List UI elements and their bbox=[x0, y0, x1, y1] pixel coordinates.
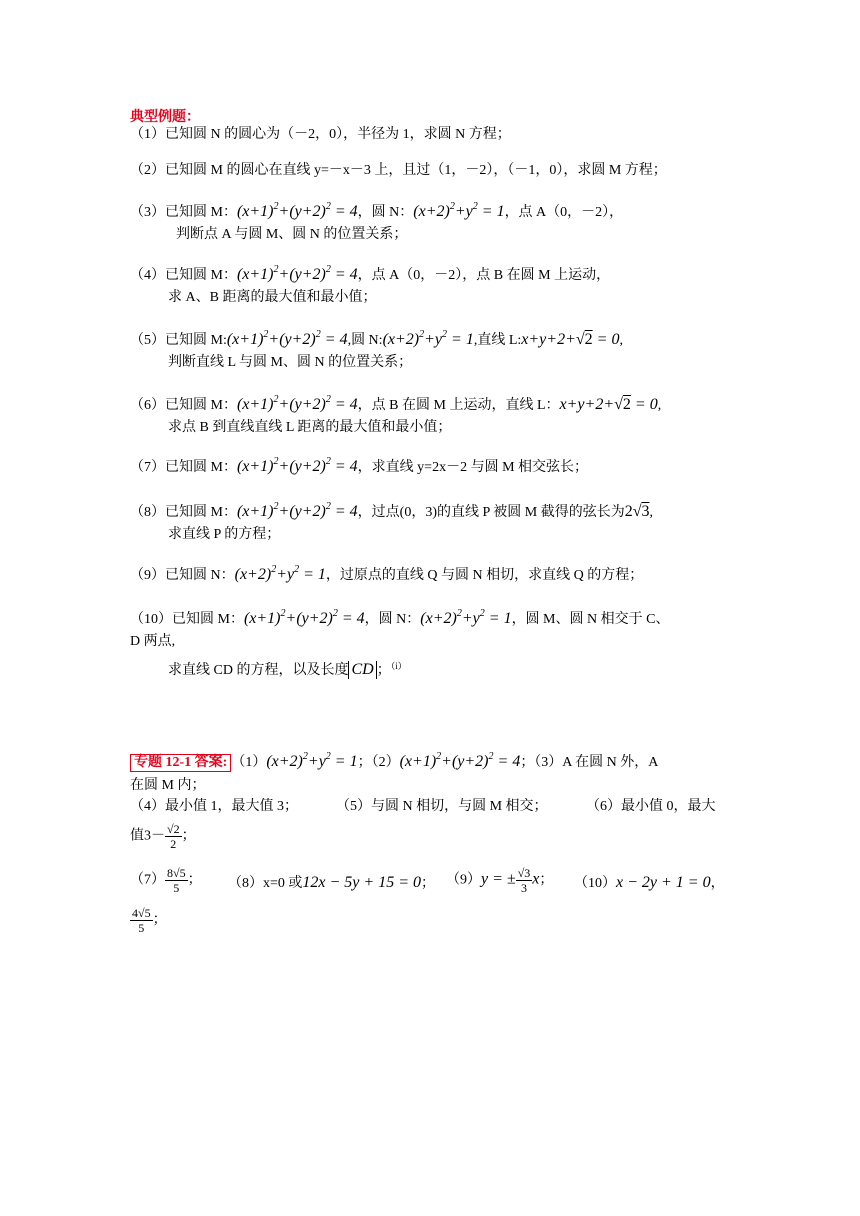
circle-m-equation: $(x+1)^2+(y+2)^2 = 4$ bbox=[236, 456, 358, 475]
answer-9-label: （9） bbox=[446, 872, 481, 888]
problem-5-lead: （5）已知圆 M: bbox=[130, 333, 227, 348]
answer-2-label: ；（2） bbox=[357, 755, 400, 770]
answer-10 bbox=[574, 874, 725, 893]
line-l-equation: x+y+2+√2 = 0 bbox=[521, 331, 620, 348]
answer-6: （6）最小值 0，最大 bbox=[586, 799, 716, 814]
problem-9-lead: （9）已知圆 N： bbox=[130, 568, 235, 583]
problem-4-line-2: 求 A、B 距离的最大值和最小值； bbox=[168, 290, 377, 305]
answer-3-line-2: 在圆 M 内； bbox=[130, 778, 206, 793]
circle-n-equation: $(x+2)^2+y^2 = 1$ bbox=[382, 329, 474, 348]
answer-7-denominator: 5 bbox=[173, 881, 180, 895]
answer-tag: 专题 12-1 答案: bbox=[130, 754, 231, 772]
problem-3-lead: （3）已知圆 M： bbox=[130, 205, 237, 220]
answer-6-semicolon: ； bbox=[181, 828, 196, 844]
circle-m-equation: $(x+1)^2+(y+2)^2 = 4$ bbox=[236, 201, 358, 220]
problem-10-mid: ，圆 N： bbox=[364, 612, 421, 627]
section-title: 典型例题： bbox=[130, 110, 200, 125]
circle-m-equation: $(x+1)^2+(y+2)^2 = 4$ bbox=[236, 501, 358, 520]
circle-n-equation: $(x+2)^2+y^2 = 1$ bbox=[234, 564, 326, 583]
answer-5: （5）与圆 N 相切，与圆 M 相交； bbox=[336, 799, 548, 814]
problem-1: （1）已知圆 N 的圆心为（－2，0），半径为 1，求圆 N 方程； bbox=[130, 127, 511, 142]
circle-n-equation: $(x+2)^2+y^2 = 1$ bbox=[420, 608, 512, 627]
problem-5-mid: ,圆 N: bbox=[347, 333, 383, 348]
answer-3-text: ；（3）A 在圆 N 外，A bbox=[520, 755, 659, 770]
problem-8-line-2: 求直线 P 的方程； bbox=[168, 527, 281, 542]
problem-6-lead: （6）已知圆 M： bbox=[130, 398, 237, 413]
answer-7-label: （7） bbox=[130, 872, 165, 888]
answer-9 bbox=[446, 866, 553, 895]
answer-10-label: （10） bbox=[574, 876, 616, 891]
answer-9-x: x bbox=[532, 870, 540, 888]
line-l-equation: x+y+2+√2 = 0 bbox=[559, 396, 658, 413]
answer-6-numerator: √2 bbox=[167, 822, 180, 836]
problem-3-tail: ，点 A（0，－2）， bbox=[504, 205, 624, 220]
problem-7 bbox=[130, 458, 588, 477]
answer-4: （4）最小值 1，最大值 3； bbox=[130, 799, 298, 814]
answer-10-numerator: 4√5 bbox=[132, 906, 151, 920]
problem-10-line-3 bbox=[168, 657, 407, 680]
problem-5-line-2: 判断直线 L 与圆 M、圆 N 的位置关系； bbox=[168, 355, 413, 370]
answer-10-comma: ， bbox=[710, 876, 725, 891]
answer-10-equation: x − 2y + 1 = 0 bbox=[616, 874, 711, 891]
cd-length-abs: CD bbox=[348, 661, 376, 679]
problem-6-tail: ，点 B 在圆 M 上运动，直线 L： bbox=[357, 398, 560, 413]
footnote-marker: （i） bbox=[390, 661, 407, 671]
problem-8-tail: ，过点(0，3)的直线 P 被圆 M 截得的弦长为 bbox=[357, 505, 625, 520]
chord-length-value: 2√3 bbox=[624, 503, 650, 520]
problem-4 bbox=[130, 266, 610, 285]
answer-6-denominator: 2 bbox=[170, 837, 177, 851]
answer-10-line-2 bbox=[130, 906, 167, 935]
answer-7-semicolon: ； bbox=[187, 872, 202, 888]
problem-3 bbox=[130, 203, 623, 222]
problem-5: （5）已知圆 $M:(x+1)^2+(y+2)^2 = 4$,圆 $N:(x+2)^2+y^2 = 1$,直线 L:x+y+2+√2 = 0, bbox=[130, 329, 623, 348]
problem-7-lead: （7）已知圆 M： bbox=[130, 460, 237, 475]
answer-2-equation: $(x+1)^2+(y+2)^2 = 4$ bbox=[399, 751, 521, 770]
problem-9-tail: ，过原点的直线 Q 与圆 N 相切，求直线 Q 的方程； bbox=[325, 568, 644, 583]
problem-10-line-3-tail: ； bbox=[376, 663, 391, 678]
problem-6: （6）已知圆 M：$(x+1)^2+(y+2)^2 = 4$，点 B 在圆 M 上运动，直线 L：x+y+2+√2 = 0, bbox=[130, 394, 662, 413]
problem-6-line-2: 求点 B 到直线直线 L 距离的最大值和最小值； bbox=[168, 420, 452, 435]
circle-m-equation: $(x+1)^2+(y+2)^2 = 4$ bbox=[236, 394, 358, 413]
answer-9-fraction bbox=[516, 866, 533, 895]
problem-10-tail: ，圆 M、圆 N 相交于 C、 bbox=[511, 612, 670, 627]
answer-9-denominator: 3 bbox=[520, 881, 527, 895]
problem-3-mid: ，圆 N： bbox=[357, 205, 414, 220]
answer-10-denominator: 5 bbox=[138, 921, 145, 935]
circle-n-equation: $(x+2)^2+y^2 = 1$ bbox=[413, 201, 505, 220]
answer-8-label: （8）x=0 或 bbox=[228, 876, 303, 891]
answer-10-semicolon: ； bbox=[152, 912, 167, 928]
answer-1-label: （1） bbox=[231, 755, 267, 770]
problem-2: （2）已知圆 M 的圆心在直线 y=－x－3 上，且过（1，－2），（－1，0），求圆 M 方程； bbox=[130, 163, 667, 178]
answer-8 bbox=[228, 874, 435, 893]
answer-8-equation: 12x − 5y + 15 = 0 bbox=[302, 874, 421, 891]
problem-10-line-2: D 两点, bbox=[130, 634, 176, 649]
answer-6-lead: 3－ bbox=[144, 828, 165, 844]
answer-line-7-10 bbox=[130, 866, 202, 895]
problem-8-lead: （8）已知圆 M： bbox=[130, 505, 237, 520]
answer-9-semicolon: ； bbox=[539, 872, 554, 888]
circle-m-equation: $(x+1)^2+(y+2)^2 = 4$ bbox=[226, 329, 348, 348]
answer-line-1 bbox=[130, 753, 658, 772]
problem-3-line-2: 判断点 A 与圆 M、圆 N 的位置关系； bbox=[176, 227, 408, 242]
answer-8-semicolon: ； bbox=[421, 876, 435, 891]
circle-m-equation: $(x+1)^2+(y+2)^2 = 4$ bbox=[236, 264, 358, 283]
answer-1-equation: $(x+2)^2+y^2 = 1$ bbox=[266, 751, 358, 770]
problem-4-tail: ，点 A（0，－2），点 B 在圆 M 上运动， bbox=[357, 268, 611, 283]
problem-5-mid-2: ,直线 L: bbox=[473, 333, 522, 348]
problem-10-lead: （10）已知圆 M： bbox=[130, 612, 244, 627]
problem-9 bbox=[130, 566, 643, 585]
problem-10 bbox=[130, 610, 669, 629]
problem-8: （8）已知圆 M：$(x+1)^2+(y+2)^2 = 4$，过点(0，3)的直线 P 被圆 M 截得的弦长为2√3, bbox=[130, 501, 653, 520]
answer-6-fraction bbox=[165, 822, 182, 851]
answer-6-value-label: 值 bbox=[130, 828, 144, 844]
answer-9-lead: y = ± bbox=[481, 870, 516, 888]
answer-7-numerator: 8√5 bbox=[167, 866, 186, 880]
problem-4-lead: （4）已知圆 M： bbox=[130, 268, 237, 283]
answer-9-numerator: √3 bbox=[517, 866, 531, 880]
answer-10-fraction bbox=[130, 906, 153, 935]
problem-10-line-3-lead: 求直线 CD 的方程，以及长度 bbox=[168, 663, 349, 678]
problem-7-tail: ，求直线 y=2x－2 与圆 M 相交弦长； bbox=[357, 460, 589, 475]
answer-7-fraction bbox=[165, 866, 188, 895]
answer-6-line-2 bbox=[130, 822, 196, 851]
circle-m-equation: $(x+1)^2+(y+2)^2 = 4$ bbox=[243, 608, 365, 627]
